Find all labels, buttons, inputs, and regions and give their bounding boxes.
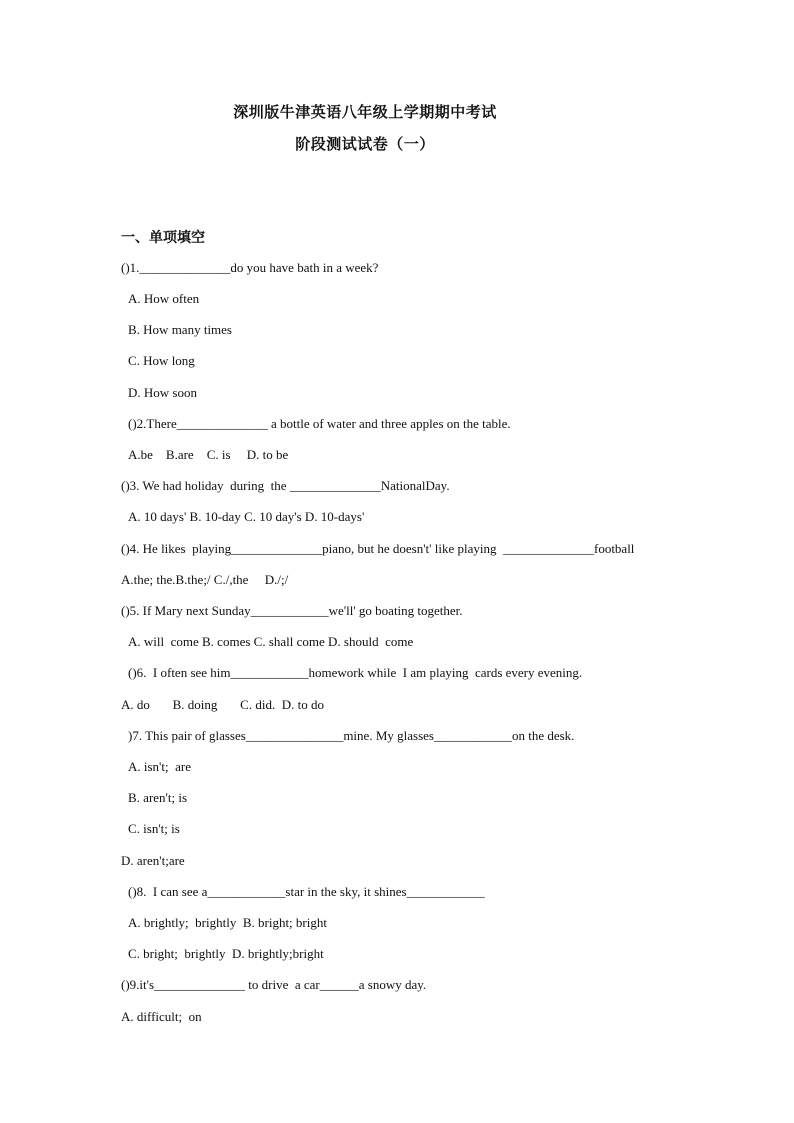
question-7-option-c: C. isn't; is <box>128 821 180 836</box>
question-4: ()4. He likes playing______________piano, but he doesn't' like playing ______________football <box>121 541 635 556</box>
question-5-options: A. will come B. comes C. shall come D. should come <box>128 634 414 649</box>
question-5: ()5. If Mary next Sunday____________we'll' go boating together. <box>121 603 463 618</box>
question-2-options: A.be B.are C. is D. to be <box>128 447 289 462</box>
question-1: ()1.______________do you have bath in a week? <box>121 260 379 275</box>
question-7-option-d: D. aren't;are <box>121 853 185 868</box>
question-1-option-c: C. How long <box>128 353 195 368</box>
question-4-options: A.the; the.B.the;/ C./,the D./;/ <box>121 572 289 587</box>
question-1-option-b: B. How many times <box>128 322 232 337</box>
question-7-option-a: A. isn't; are <box>128 759 191 774</box>
question-2: ()2.There______________ a bottle of water and three apples on the table. <box>128 416 511 431</box>
question-6-options: A. do B. doing C. did. D. to do <box>121 697 324 712</box>
question-8-options-cd: C. bright; brightly D. brightly;bright <box>128 946 324 961</box>
question-1-option-a: A. How often <box>128 291 200 306</box>
question-3: ()3. We had holiday during the ______________NationalDay. <box>121 478 450 493</box>
question-3-options: A. 10 days' B. 10-day C. 10 day's D. 10-days' <box>128 509 365 524</box>
question-6: ()6. I often see him____________homework while I am playing cards every evening. <box>128 665 583 680</box>
exam-subtitle: 阶段测试试卷（一） <box>295 135 435 153</box>
section-heading: 一、单项填空 <box>121 230 205 246</box>
question-8-options-ab: A. brightly; brightly B. bright; bright <box>128 915 327 930</box>
question-9-option-a: A. difficult; on <box>121 1009 202 1024</box>
question-8: ()8. I can see a____________star in the sky, it shines____________ <box>128 884 485 899</box>
question-1-option-d: D. How soon <box>128 385 197 400</box>
question-9: ()9.it's______________ to drive a car______a snowy day. <box>121 977 427 992</box>
question-7: )7. This pair of glasses_______________mine. My glasses____________on the desk. <box>128 728 575 743</box>
exam-title: 深圳版牛津英语八年级上学期期中考试 <box>233 103 497 121</box>
question-7-option-b: B. aren't; is <box>128 790 188 805</box>
